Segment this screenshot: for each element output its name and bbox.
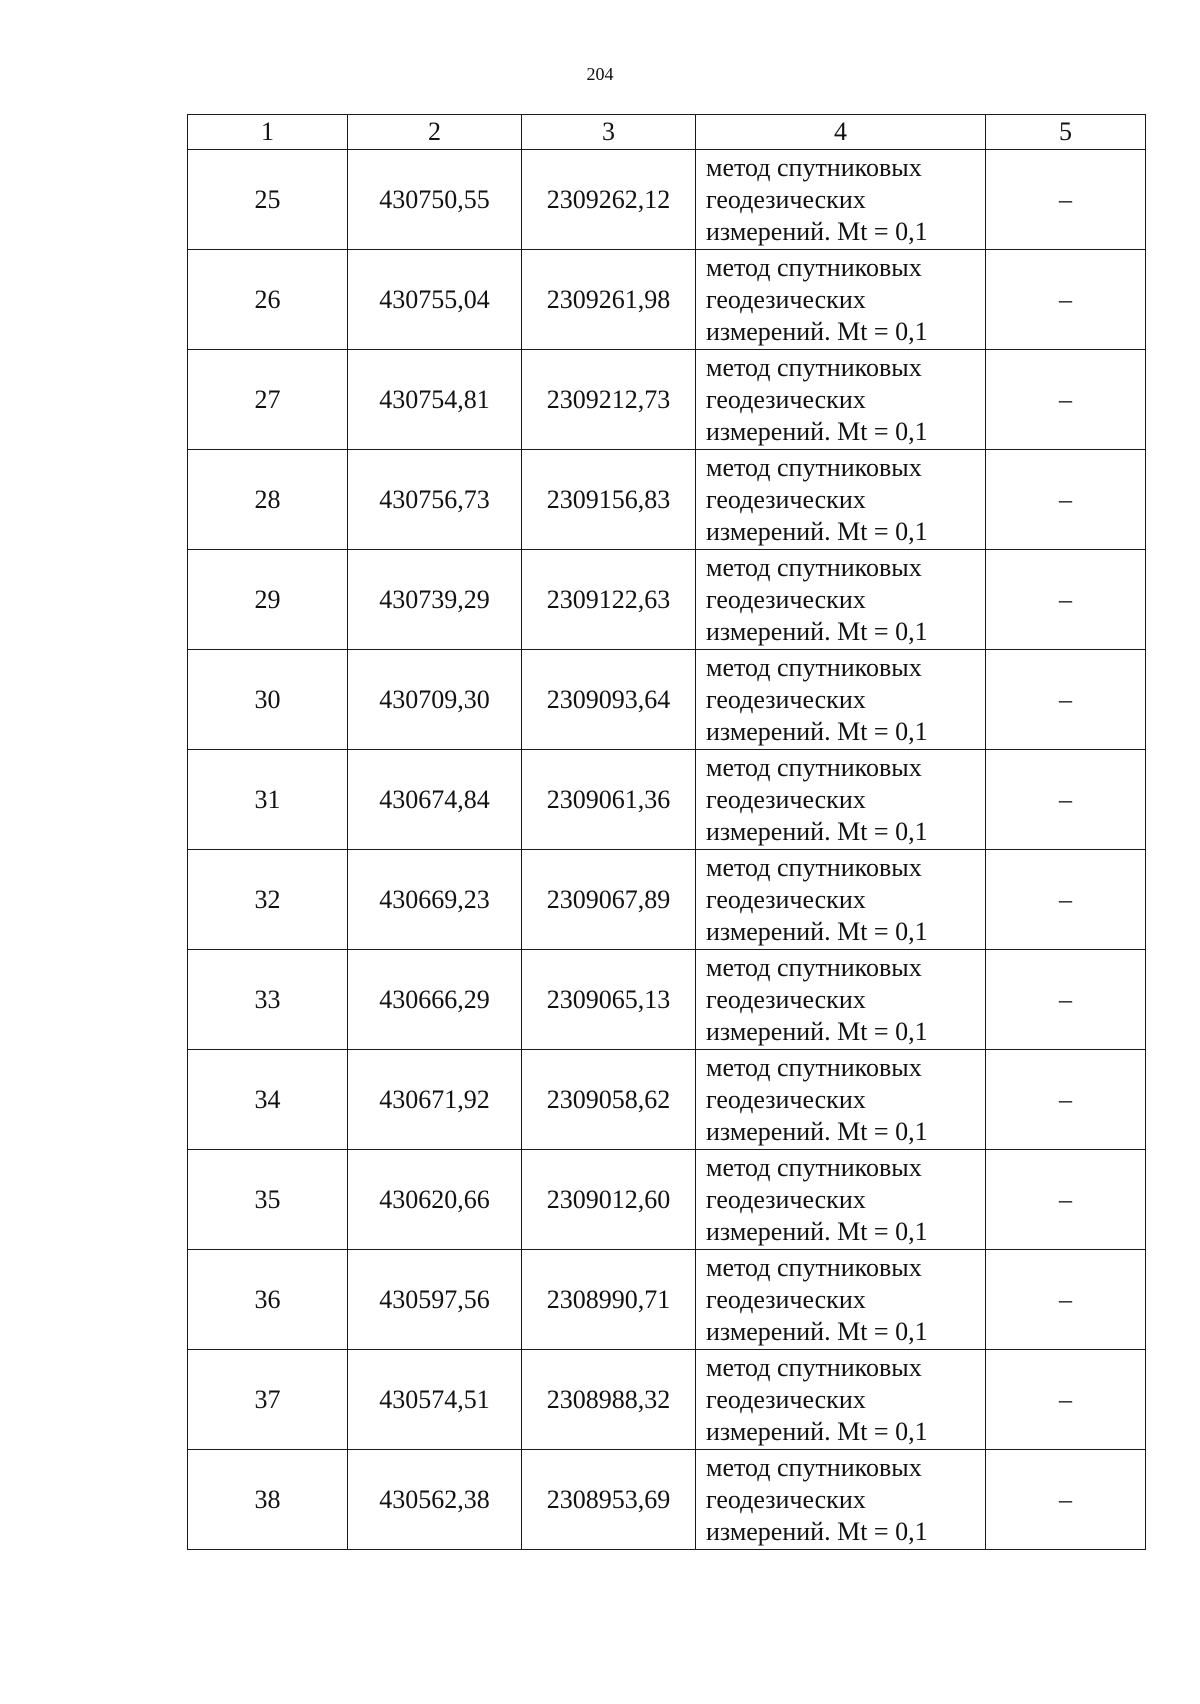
method-text-line: геодезических — [706, 1184, 866, 1214]
method-text-line: геодезических — [706, 984, 866, 1014]
method-cell — [696, 1150, 986, 1250]
point-number-cell: 31 — [188, 750, 348, 850]
method-text-line: геодезических — [706, 384, 866, 414]
method-text-line: метод спутниковых — [706, 952, 922, 982]
method-text-line: метод спутниковых — [706, 652, 922, 682]
method-text-line: геодезических — [706, 1284, 866, 1314]
table-row — [188, 950, 1146, 1050]
method-text-line: измерений. Mt = 0,1 — [706, 616, 928, 646]
method-text-line: измерений. Mt = 0,1 — [706, 1216, 928, 1246]
method-text-line: измерений. Mt = 0,1 — [706, 816, 928, 846]
method-text-line: метод спутниковых — [706, 1452, 922, 1482]
table-row — [188, 450, 1146, 550]
method-text-line: геодезических — [706, 884, 866, 914]
method-cell — [696, 850, 986, 950]
method-text-line: геодезических — [706, 784, 866, 814]
table-row — [188, 1050, 1146, 1150]
method-text-line: геодезических — [706, 684, 866, 714]
method-text-line: геодезических — [706, 1084, 866, 1114]
column-header: 3 — [522, 115, 696, 150]
method-text-line: измерений. Mt = 0,1 — [706, 716, 928, 746]
method-cell — [696, 650, 986, 750]
point-number-cell: 25 — [188, 150, 348, 250]
method-text-line: измерений. Mt = 0,1 — [706, 1016, 928, 1046]
table-row — [188, 1350, 1146, 1450]
y-coordinate-cell: 2309212,73 — [522, 350, 696, 450]
method-cell — [696, 350, 986, 450]
x-coordinate-cell: 430754,81 — [348, 350, 522, 450]
table-row — [188, 1250, 1146, 1350]
point-number-cell: 30 — [188, 650, 348, 750]
point-number-cell: 34 — [188, 1050, 348, 1150]
method-text-line: метод спутниковых — [706, 452, 922, 482]
point-number-cell: 35 — [188, 1150, 348, 1250]
note-cell: – — [986, 250, 1146, 350]
method-cell — [696, 950, 986, 1050]
note-cell: – — [986, 550, 1146, 650]
method-text-line: измерений. Mt = 0,1 — [706, 416, 928, 446]
point-number-cell: 38 — [188, 1450, 348, 1550]
method-text-line: метод спутниковых — [706, 352, 922, 382]
table-row — [188, 1150, 1146, 1250]
column-header: 5 — [986, 115, 1146, 150]
method-text-line: геодезических — [706, 284, 866, 314]
method-text-line: метод спутниковых — [706, 552, 922, 582]
y-coordinate-cell: 2309261,98 — [522, 250, 696, 350]
point-number-cell: 37 — [188, 1350, 348, 1450]
note-cell: – — [986, 350, 1146, 450]
method-text-line: геодезических — [706, 1384, 866, 1414]
method-text-line: измерений. Mt = 0,1 — [706, 1116, 928, 1146]
table-row — [188, 150, 1146, 250]
method-text-line: геодезических — [706, 184, 866, 214]
y-coordinate-cell: 2309065,13 — [522, 950, 696, 1050]
note-cell: – — [986, 1350, 1146, 1450]
method-text-line: измерений. Mt = 0,1 — [706, 216, 928, 246]
point-number-cell: 27 — [188, 350, 348, 450]
x-coordinate-cell: 430666,29 — [348, 950, 522, 1050]
table-row — [188, 250, 1146, 350]
table-row — [188, 550, 1146, 650]
method-text-line: метод спутниковых — [706, 152, 922, 182]
column-header: 2 — [348, 115, 522, 150]
method-text-line: метод спутниковых — [706, 1052, 922, 1082]
y-coordinate-cell: 2309012,60 — [522, 1150, 696, 1250]
point-number-cell: 29 — [188, 550, 348, 650]
method-text-line: метод спутниковых — [706, 1252, 922, 1282]
page-number: 204 — [586, 64, 614, 84]
table-row — [188, 1450, 1146, 1550]
method-cell — [696, 1450, 986, 1550]
y-coordinate-cell: 2309093,64 — [522, 650, 696, 750]
x-coordinate-cell: 430620,66 — [348, 1150, 522, 1250]
note-cell: – — [986, 150, 1146, 250]
y-coordinate-cell: 2309156,83 — [522, 450, 696, 550]
table-row — [188, 850, 1146, 950]
point-number-cell: 33 — [188, 950, 348, 1050]
method-text-line: измерений. Mt = 0,1 — [706, 916, 928, 946]
note-cell: – — [986, 1450, 1146, 1550]
x-coordinate-cell: 430709,30 — [348, 650, 522, 750]
point-number-cell: 36 — [188, 1250, 348, 1350]
x-coordinate-cell: 430755,04 — [348, 250, 522, 350]
point-number-cell: 32 — [188, 850, 348, 950]
y-coordinate-cell: 2308990,71 — [522, 1250, 696, 1350]
note-cell: – — [986, 950, 1146, 1050]
y-coordinate-cell: 2308953,69 — [522, 1450, 696, 1550]
method-cell — [696, 1050, 986, 1150]
x-coordinate-cell: 430562,38 — [348, 1450, 522, 1550]
note-cell: – — [986, 650, 1146, 750]
note-cell: – — [986, 1050, 1146, 1150]
table-row — [188, 650, 1146, 750]
method-text-line: измерений. Mt = 0,1 — [706, 1516, 928, 1546]
method-text-line: измерений. Mt = 0,1 — [706, 516, 928, 546]
note-cell: – — [986, 750, 1146, 850]
column-header: 1 — [188, 115, 348, 150]
method-text-line: измерений. Mt = 0,1 — [706, 316, 928, 346]
x-coordinate-cell: 430674,84 — [348, 750, 522, 850]
x-coordinate-cell: 430574,51 — [348, 1350, 522, 1450]
method-cell — [696, 450, 986, 550]
method-text-line: измерений. Mt = 0,1 — [706, 1316, 928, 1346]
method-text-line: геодезических — [706, 1484, 866, 1514]
method-cell — [696, 250, 986, 350]
column-header: 4 — [696, 115, 986, 150]
x-coordinate-cell: 430756,73 — [348, 450, 522, 550]
method-cell — [696, 1350, 986, 1450]
method-text-line: метод спутниковых — [706, 1352, 922, 1382]
point-number-cell: 26 — [188, 250, 348, 350]
x-coordinate-cell: 430669,23 — [348, 850, 522, 950]
method-cell — [696, 750, 986, 850]
x-coordinate-cell: 430750,55 — [348, 150, 522, 250]
note-cell: – — [986, 1150, 1146, 1250]
method-text-line: геодезических — [706, 484, 866, 514]
y-coordinate-cell: 2309067,89 — [522, 850, 696, 950]
method-cell — [696, 1250, 986, 1350]
method-cell — [696, 550, 986, 650]
y-coordinate-cell: 2309262,12 — [522, 150, 696, 250]
x-coordinate-cell: 430597,56 — [348, 1250, 522, 1350]
method-text-line: геодезических — [706, 584, 866, 614]
table-row — [188, 350, 1146, 450]
y-coordinate-cell: 2309058,62 — [522, 1050, 696, 1150]
table-row — [188, 750, 1146, 850]
method-text-line: измерений. Mt = 0,1 — [706, 1416, 928, 1446]
method-text-line: метод спутниковых — [706, 752, 922, 782]
note-cell: – — [986, 450, 1146, 550]
method-text-line: метод спутниковых — [706, 852, 922, 882]
point-number-cell: 28 — [188, 450, 348, 550]
coordinates-table — [187, 114, 1146, 1550]
method-text-line: метод спутниковых — [706, 1152, 922, 1182]
y-coordinate-cell: 2308988,32 — [522, 1350, 696, 1450]
y-coordinate-cell: 2309061,36 — [522, 750, 696, 850]
method-text-line: метод спутниковых — [706, 252, 922, 282]
note-cell: – — [986, 850, 1146, 950]
table-header-row — [188, 115, 1146, 150]
table-body — [188, 150, 1146, 1550]
note-cell: – — [986, 1250, 1146, 1350]
method-cell — [696, 150, 986, 250]
x-coordinate-cell: 430739,29 — [348, 550, 522, 650]
y-coordinate-cell: 2309122,63 — [522, 550, 696, 650]
x-coordinate-cell: 430671,92 — [348, 1050, 522, 1150]
